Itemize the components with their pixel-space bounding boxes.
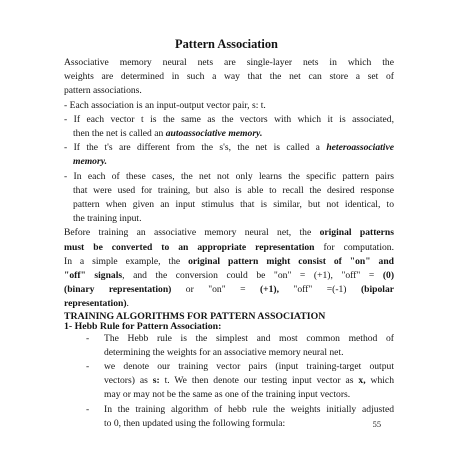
text-line: pattern when given an input stimulus that is similar, but not identical, to bbox=[73, 199, 394, 211]
text-span: which bbox=[365, 375, 394, 387]
text-line: In the training algorithm of hebb rule the weights initially adjusted bbox=[104, 403, 394, 415]
bullet-item bbox=[64, 360, 394, 403]
conversion-paragraph bbox=[64, 226, 394, 311]
intro-paragraph bbox=[64, 56, 394, 99]
bullet-dash: - bbox=[86, 403, 90, 415]
subsection-heading: 1- Hebb Rule for Pattern Association: bbox=[64, 320, 222, 332]
text-span: or "on" = bbox=[171, 284, 260, 296]
text-span: Before training an associative memory neural net, the bbox=[64, 227, 320, 239]
text-line: Associative memory neural nets are single-layer nets in which the bbox=[64, 57, 394, 68]
text-line bbox=[64, 255, 394, 269]
text-span: In a simple example, the bbox=[64, 255, 189, 267]
text-line bbox=[64, 226, 394, 240]
bold-span: (+1), bbox=[259, 284, 279, 296]
text-span: "off" =(-1) bbox=[279, 284, 361, 296]
text-line bbox=[64, 155, 394, 169]
bold-span: (bipolar bbox=[360, 284, 395, 296]
text-span: - If the t's are different from the s's, the net is called a bbox=[64, 142, 327, 154]
text-line: weights are determined in such a way that the net can store a set of bbox=[64, 71, 394, 83]
bold-span: original pattern might consist of "on" and bbox=[188, 255, 394, 267]
text-line bbox=[64, 241, 394, 255]
text-span: , and the conversion could be "on" = (+1), "off" = bbox=[122, 270, 383, 282]
text-line: - In each of these cases, the net not only learns the specific pattern pairs bbox=[64, 170, 394, 182]
bullet-dash: - bbox=[86, 332, 90, 344]
text-line bbox=[64, 127, 394, 141]
text-line bbox=[64, 269, 394, 283]
text-span: t. We then denote our testing input vector as bbox=[159, 375, 359, 387]
list-item bbox=[64, 141, 394, 169]
bold-span: s: bbox=[152, 375, 160, 387]
bold-span: "off" signals bbox=[64, 270, 123, 282]
bold-span: (0) bbox=[382, 270, 395, 282]
text-line: - If each vector t is the same as the vectors with which it is associated, bbox=[64, 113, 394, 125]
text-line: determining the weights for an associative memory neural net. bbox=[104, 346, 344, 358]
list-item: - Each association is an input-output vector pair, s: t. bbox=[64, 99, 266, 111]
bold-span: (binary representation) bbox=[64, 284, 172, 296]
section-heading: TRAINING ALGORITHMS FOR PATTERN ASSOCIATION bbox=[64, 310, 326, 322]
text-line: The Hebb rule is the simplest and most common method of bbox=[104, 332, 394, 344]
list-item bbox=[64, 170, 394, 227]
page-title: Pattern Association bbox=[175, 37, 278, 51]
text-span: . bbox=[126, 298, 129, 310]
document-body bbox=[64, 56, 394, 431]
text-span: for computation. bbox=[314, 241, 394, 253]
bullet-item bbox=[64, 403, 394, 431]
text-span: vectors) as bbox=[104, 375, 153, 387]
text-line bbox=[64, 297, 394, 311]
bold-span: must be converted to an appropriate representation bbox=[64, 241, 315, 253]
bold-span: x, bbox=[358, 375, 366, 387]
text-line: the training input. bbox=[73, 213, 142, 225]
bullet-dash: - bbox=[86, 361, 90, 373]
text-line: to 0, then updated using the following formula: bbox=[104, 417, 286, 429]
page-number: 55 bbox=[372, 420, 381, 429]
term-autoassociative: autoassociative memory. bbox=[165, 128, 263, 140]
bullet-item bbox=[64, 332, 394, 360]
text-line bbox=[64, 283, 394, 297]
text-span: then the net is called an bbox=[73, 128, 166, 140]
text-line: we denote our training vector pairs (input training-target output bbox=[104, 361, 394, 373]
text-line: that were used for training, but also is able to recall the desired response bbox=[73, 184, 394, 196]
bold-span: representation) bbox=[64, 298, 127, 310]
list-item bbox=[64, 113, 394, 141]
text-line bbox=[64, 141, 394, 155]
text-line: may or may not be the same as one of the training input vectors. bbox=[104, 389, 351, 401]
bold-span: original patterns bbox=[319, 227, 394, 239]
text-line bbox=[104, 374, 394, 388]
term-memory: memory. bbox=[73, 156, 108, 168]
term-heteroassociative: heteroassociative bbox=[326, 142, 394, 154]
text-line: pattern associations. bbox=[64, 85, 142, 97]
